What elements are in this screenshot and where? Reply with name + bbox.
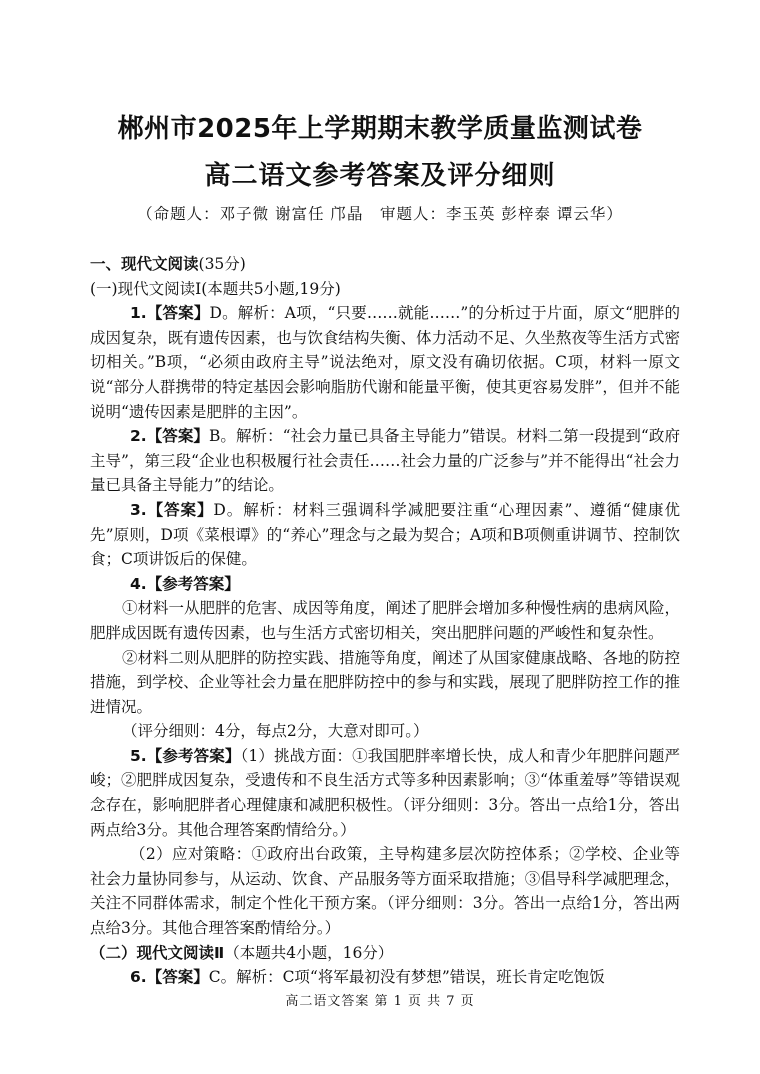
answer-text: D。解析：A项，“只要……就能……”的分析过于片面，原文“肥胖的成因复杂，既有遗传因素，也与饮食结构失衡、体力活动不足、久坐熬夜等生活方式密切相关。”B项，“必须由政府主导”说法绝对，原文没有确切依据。C项，材料一原文说“部分人群携带的特定基因会影响脂肪代谢和能量平衡，使其更容易发胖”，但并不能说明“遗传因素是肥胖的主因”。 <box>90 304 680 421</box>
question-number: 1. <box>130 304 147 323</box>
section-title: 一、现代文阅读 <box>90 255 199 273</box>
page-footer: 高二语文答案 第 1 页 共 7 页 <box>285 994 475 1009</box>
answer-text: D。解析：材料三强调科学减肥要注重“心理因素”、遵循“健康优先”原则，D项《菜根谭》的“养心”理念与之最为契合；A项和B项侧重讲调节、控制饮食；C项讲饭后的保健。 <box>90 500 680 569</box>
answer-q4-point1: ①材料一从肥胖的危害、成因等角度，阐述了肥胖会增加多种慢性病的患病风险，肥胖成因既有遗传因素，也与生活方式密切相关，突出肥胖问题的严峻性和复杂性。 <box>90 599 681 642</box>
subsection-heading: (一)现代文阅读Ⅰ(本题共5小题,19分) <box>90 279 341 298</box>
question-number: 4. <box>130 574 147 593</box>
answer-q4-scoring: （评分细则：4分，每点2分，大意对即可。） <box>122 722 429 741</box>
subsection-title: （二）现代文阅读Ⅱ <box>90 943 225 962</box>
question-number: 5. <box>130 746 147 765</box>
authors-line: （命题人：邓子微 谢富任 邝晶 审题人：李玉英 彭梓泰 谭云华） <box>137 205 623 223</box>
answer-q3 <box>90 498 680 572</box>
answer-q1 <box>90 301 680 424</box>
answer-key-title: 高二语文参考答案及评分细则 <box>204 161 556 191</box>
question-number: 2. <box>130 427 147 446</box>
answer-text: B。解析：“社会力量已具备主导能力”错误。材料二第一段提到“政府主导”，第三段“企业也积极履行社会责任……社会力量的广泛参与”并不能得出“社会力量已具备主导能力”的结论。 <box>90 427 680 495</box>
answer-text: （1）挑战方面：①我国肥胖率增长快，成人和青少年肥胖问题严峻；②肥胖成因复杂，受遗传和不良生活方式等多种因素影响；③“体重羞辱”等错误观念存在，影响肥胖者心理健康和减肥积极性。（评分细则：3分。答出一点给1分，答出两点给3分。其他合理答案酌情给分。） <box>90 746 680 839</box>
section-score: (35分) <box>198 255 246 273</box>
answer-text: C。解析：C项“将军最初没有梦想”错误，班长肯定吃饱饭 <box>208 968 605 987</box>
question-number: 3. <box>130 500 147 519</box>
answer-q5-part2: （2）应对策略：①政府出台政策，主导构建多层次防控体系；②学校、企业等社会力量协同参与，从运动、饮食、产品服务等方面采取措施；③倡导科学减肥理念，关注不同群体需求，制定个性化干预方案。（评分细则：3分。答出一点给1分，答出两点给3分。其他合理答案酌情给分。） <box>90 845 680 938</box>
answer-content <box>90 252 680 990</box>
answer-q6 <box>90 965 680 990</box>
section-heading <box>90 252 680 277</box>
answer-q4-heading <box>90 572 680 597</box>
answer-q5-part1 <box>90 744 680 842</box>
question-number: 6. <box>130 968 147 987</box>
answer-label: 【答案】 <box>146 304 210 323</box>
answer-label: 【答案】 <box>146 500 214 519</box>
answer-label: 【参考答案】 <box>146 746 241 765</box>
answer-label: 【答案】 <box>146 427 209 446</box>
answer-label: 【答案】 <box>146 968 209 987</box>
answer-q4-point2: ②材料二则从肥胖的防控实践、措施等角度，阐述了从国家健康战略、各地的防控措施，到学校、企业等社会力量在肥胖防控中的参与和实践，展现了肥胖防控工作的推进情况。 <box>90 648 681 716</box>
subsection-score: （本题共4小题，16分） <box>224 943 394 962</box>
exam-title: 郴州市2025年上学期期末教学质量监测试卷 <box>117 114 643 144</box>
answer-q2 <box>90 424 680 498</box>
subsection-heading-2 <box>90 941 680 966</box>
answer-label: 【参考答案】 <box>146 574 240 593</box>
